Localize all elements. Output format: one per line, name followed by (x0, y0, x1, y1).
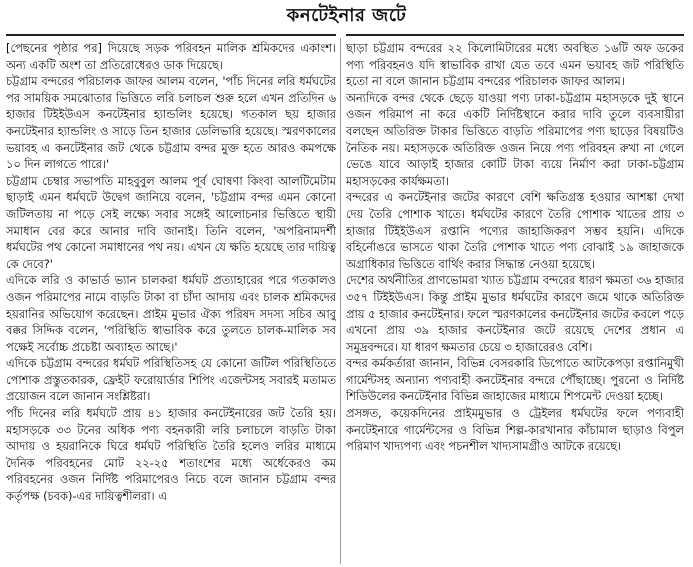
paragraph: চট্টগ্রাম বন্দরের পরিচালক জাফর আলম বলেন, 'পাঁচ দিনের লরি ধর্মঘটের পর সাময়িক সমঝোতার ভিত্তিতে লরি চলাচল শুরু হলে এখন প্রতিদিন ৬ হাজার টিইইউএস কনটেইনার হ্যান্ডলিং হয়েছে। গতকাল ছয় হাজার কনটেইনার হ্যান্ডলিং ও সাড়ে তিন হাজার ডেলিভারি হয়েছে। স্মরণকালের ভয়াবহ এ কনটেইনার জট থেকে চট্টগ্রাম বন্দর মুক্ত হতে আরও কমপক্ষে ১০ দিন লাগতে পারে।' (6, 74, 336, 172)
headline-rule-left (6, 34, 336, 36)
article-column-right (346, 40, 684, 564)
paragraph: এদিকে চট্টগ্রাম বন্দরের ধর্মঘট পরিস্থিতিসহ যে কোনো জটিল পরিস্থিতিতে পোশাক প্রস্তুতকারক, ফ্রেইট ফরোয়ার্ডার শিপিং এজেন্টসহ সবারই মতামত প্রয়োজন বলে জানান সংশ্লিষ্টরা। (6, 356, 336, 404)
paragraph: প্রসঙ্গত, কয়েকদিনের প্রাইমমুভার ও ট্রেইলর ধর্মঘটের ফলে পণ্যবাহী কনটেইনারে গার্মেন্টসের ও বিভিন্ন শিল্প-কারখানার কাঁচামাল ছাড়াও বিপুল পরিমাণ খাদ্যপণ্য এবং পচনশীল খাদ্যসামগ্রীও আটকে রয়েছে। (346, 406, 684, 454)
paragraph: দেশের অর্থনীতির প্রাণভোমরা খ্যাত চট্টগ্রাম বন্দরের ধারণ ক্ষমতা ৩৬ হাজার ৩৫৭ টিইইউএস। কিন্তু প্রাইম মুভার ধর্মঘটের কারণে জমে থাকে অতিরিক্ত প্রায় ৫ হাজার কনটেইনার। ফলে স্মরণকালের কনটেইনার জটের কবলে পড়ে এখনো প্রায় ৩৯ হাজার কনটেইনার জটে রয়েছে দেশের প্রধান এ সমুদ্রবন্দরে। যা ধারণ ক্ষমতার চেয়ে ৩ হাজারেরও বেশি। (346, 273, 684, 354)
paragraph: ছাড়া চট্টগ্রাম বন্দরের ২২ কিলোমিটারের মধ্যে অবস্থিত ১৬টি অফ ডকের পণ্য পরিবহনও যদি স্বাভাবিক রাখা যেত তবে এমন ভয়াবহ জট পরিস্থিতি হতো না বলে জানান চট্টগ্রাম বন্দরের পরিচালক জাফর আলম। (346, 41, 684, 89)
article-column-left (6, 40, 336, 564)
headline-rule-right (346, 34, 684, 36)
paragraph: পাঁচ দিনের লরি ধর্মঘটে প্রায় ৪১ হাজার কনটেইনারের জট তৈরি হয়। মহাসড়কে ৩৩ টনের অধিক পণ্য বহনকারী লরি চলাচলে বাড়তি টাকা আদায় ও হয়রানিকে ঘিরে ধর্মঘট পরিস্থিতি তৈরি হলেও লরির মাধ্যমে দৈনিক পরিবহনের মোট ২২-২৫ শতাংশের মধ্যে অর্ধেকেরও কম পরিবহনের ওজন নির্দিষ্ট পরিমাপেরও নিচে বলে জানান চট্টগ্রাম বন্দর কর্তৃপক্ষ (চবক)-এর দায়িত্বশীলরা। এ (6, 406, 336, 504)
paragraph: এদিকে লরি ও কাভার্ড ভ্যান চালকরা ধর্মঘট প্রত্যাহারের পরে গতকালও ওজন পরিমাপের নামে বাড়তি টাকা বা চাঁদা আদায় এবং চালক শ্রমিকদের হয়রানির অভিযোগ করেছেন। প্রাইম মুভার ঐক্য পরিষদ সদস্য সচিব আবু বক্কর সিদ্দিক বলেন, 'পরিস্থিতি স্বাভাবিক করে তুলতে চালক-মালিক সব পক্ষেই সর্বোচ্চ প্রচেষ্টা অব্যাহত আছে।' (6, 273, 336, 354)
paragraph: বন্দর কর্মকর্তারা জানান, বিভিন্ন বেসরকারি ডিপোতে আটকেপড়া রপ্তানিমুখী গার্মেন্টসহ অন্যান্য পণ্যবাহী কনটেইনার বন্দরে পৌঁছাচ্ছে। পুরনো ও নির্দিষ্ট শিডিউলের কনটেইনার বিভিন্ন জাহাজের মাধ্যমে শিপমেন্ট দেওয়া হচ্ছে। (346, 356, 684, 404)
paragraph: [পেছনের পৃষ্ঠার পর] দিয়েছে সড়ক পরিবহন মালিক শ্রমিকদের একাংশ। অন্য একটি অংশ তা প্রতিরোধেরও ডাক দিয়েছে। (6, 41, 336, 72)
article-headline: কনটেইনার জটে (286, 5, 407, 26)
paragraph: বন্দরের এ কনটেইনার জটের কারণে বেশি ক্ষতিগ্রস্ত হওয়ার আশঙ্কা দেখা দেয় তৈরি পোশাক খাতে। ধর্মঘটের কারণে তৈরি পোশাক খাতের প্রায় ৩ হাজার টিইইউএস রপ্তানি পণ্যের জাহাজিকরণ সম্ভব হয়নি। এদিকে বহির্নোঙরে ভাসতে থাকা তৈরি পোশাক খাতে পণ্য বোঝাই ১৯ জাহাজকে অগ্রাধিকার ভিত্তিতে বার্থিং করার সিদ্ধান্ত নেওয়া হয়েছে। (346, 190, 684, 271)
paragraph: অন্যদিকে বন্দর থেকে ছেড়ে যাওয়া পণ্য ঢাকা-চট্টগ্রাম মহাসড়কে দুই স্থানে ওজন পরিমাপ না করে একটি নির্দিষ্টস্থানে করার দাবি তুলে ব্যবসায়ীরা বলছেন অতিরিক্ত টাকার ভিত্তিতে বাড়তি পরিমাপের পণ্য ছাড়ের বিষয়টিও নৈতিক নয়। মহাসড়কে অতিরিক্ত ওজন নিয়ে পণ্য পরিবহন রুখা না গেলে ভেঙে যাবে আড়াই হাজার কোটি টাকা ব্যয়ে নির্মাণ করা ঢাকা-চট্টগ্রাম মহাসড়কের কার্যক্ষমতা। (346, 90, 684, 188)
paragraph: চট্টগ্রাম চেম্বার সভাপতি মাহবুবুল আলম পূর্ব ঘোষণা কিংবা আলটিমেটাম ছাড়াই এমন ধর্মঘটে উদ্বেগ জানিয়ে বলেন, 'চট্টগ্রাম বন্দর এমন কোনো জটিলতায় না পড়ে সেই লক্ষ্যে সবার সঙ্গেই আলোচনার ভিত্তিতে স্থায়ী সমাধান বের করে আনার দাবি জানাই। তিনি বলেন, 'অপরিনামদর্শী ধর্মঘটের পথ কোনো সমাধানের পথ নয়। এখন যে ক্ষতি হয়েছে তার দায়িত্ব কে দেবে?' (6, 173, 336, 271)
column-divider (340, 38, 341, 564)
